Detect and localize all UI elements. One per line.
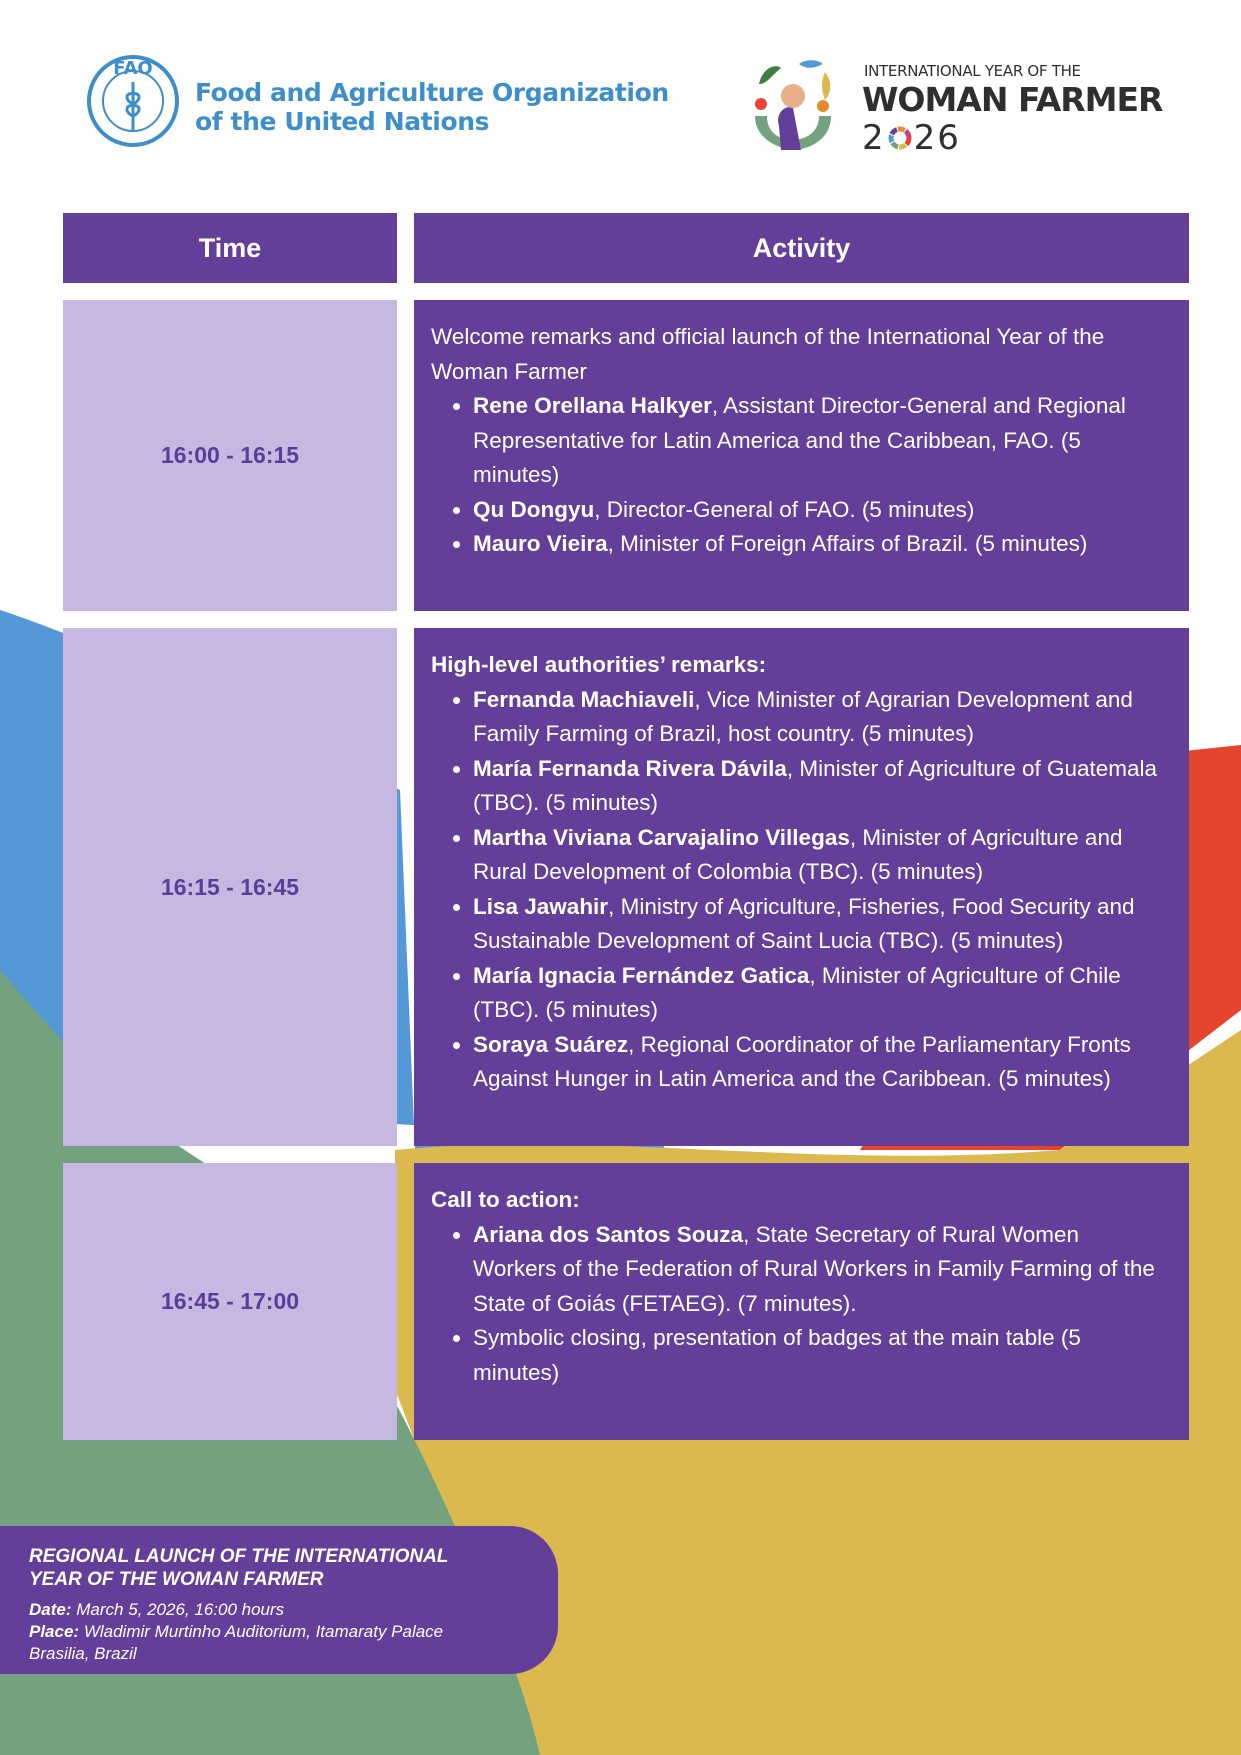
- speaker-role: , Minister of Agriculture of Guatemala (TBC). (5 minutes): [473, 755, 1158, 815]
- speaker-name: Qu Dongyu: [473, 496, 595, 522]
- fao-letter-a: FAO: [113, 58, 153, 79]
- event-date: [29, 1599, 538, 1621]
- fao-name-line1: Food and Agriculture Organization: [195, 78, 669, 107]
- place-label: Place:: [29, 1622, 80, 1641]
- row-3-activity: [414, 1163, 1189, 1440]
- event-title: [29, 1545, 538, 1591]
- row-3-list: [431, 1218, 1167, 1391]
- list-item: [473, 389, 1167, 493]
- iywf-year: [862, 118, 961, 158]
- woman-farmer-logo-icon: [745, 54, 841, 154]
- list-item: [473, 493, 1167, 528]
- event-place: [29, 1621, 538, 1643]
- place-value: Wladimir Murtinho Auditorium, Itamaraty Palace: [79, 1622, 444, 1641]
- list-item: [473, 1218, 1167, 1322]
- speaker-role: , Regional Coordinator of the Parliamentary Fronts Against Hunger in Latin America and the Caribbean. (5 minutes): [473, 1031, 1131, 1091]
- fao-name-line2: of the United Nations: [195, 107, 490, 136]
- iywf-small-text: INTERNATIONAL YEAR OF THE: [864, 62, 1081, 80]
- fao-name: [195, 78, 669, 136]
- date-value: March 5, 2026, 16:00 hours: [71, 1600, 285, 1619]
- sdg-wheel-icon: [888, 126, 912, 150]
- speaker-name: María Ignacia Fernández Gatica: [473, 962, 810, 988]
- speaker-role: , Director-General of FAO. (5 minutes): [594, 496, 975, 522]
- speaker-role: , State Secretary of Rural Women Workers of the Federation of Rural Workers in Family Farming of the State of Goiás (FETAEG). (7 minutes).: [473, 1221, 1155, 1316]
- speaker-role: , Minister of Agriculture of Chile (TBC). (5 minutes): [473, 962, 1121, 1022]
- list-item: [473, 821, 1167, 890]
- row-2-list: [431, 683, 1167, 1097]
- speaker-name: Rene Orellana Halkyer: [473, 393, 712, 418]
- list-item: [473, 683, 1167, 752]
- header: [0, 0, 1241, 200]
- row-1-list: [431, 389, 1167, 562]
- list-item: [473, 752, 1167, 821]
- speaker-name: Martha Viviana Carvajalino Villegas: [473, 824, 850, 850]
- event-place-line2: Brasilia, Brazil: [29, 1644, 137, 1663]
- event-title-line1: REGIONAL LAUNCH OF THE INTERNATIONAL: [29, 1546, 449, 1567]
- header-time: Time: [63, 213, 397, 283]
- event-info-card: [0, 1526, 558, 1674]
- speaker-name: Soraya Suárez: [473, 1031, 629, 1057]
- list-item: [473, 959, 1167, 1028]
- speaker-name: Fernanda Machiaveli: [473, 686, 695, 712]
- row-1-intro: Welcome remarks and official launch of the International Year of the Woman Farmer: [431, 324, 1105, 384]
- speaker-role: , Assistant Director-General and Regional Representative for Latin America and the Caribbean, FAO. (5 minutes): [473, 393, 1126, 487]
- header-activity: Activity: [414, 213, 1189, 283]
- row-2-intro: High-level authorities’ remarks:: [431, 652, 767, 677]
- event-title-line2: YEAR OF THE WOMAN FARMER: [29, 1569, 324, 1590]
- speaker-name: Mauro Vieira: [473, 531, 608, 556]
- speaker-role: , Vice Minister of Agrarian Development and Family Farming of Brazil, host country. (5 minutes): [473, 686, 1133, 746]
- row-3-intro: Call to action:: [431, 1187, 580, 1212]
- speaker-name: Lisa Jawahir: [473, 893, 609, 919]
- list-item: [473, 890, 1167, 959]
- row-3-time: 16:45 - 17:00: [63, 1163, 397, 1440]
- row-1-activity: [414, 300, 1189, 611]
- date-label: Date:: [29, 1600, 72, 1619]
- list-item: [473, 527, 1167, 562]
- iywf-big-text: WOMAN FARMER: [862, 80, 1163, 119]
- speaker-role: , Ministry of Agriculture, Fisheries, Food Security and Sustainable Development of Saint Lucia (TBC). (5 minutes): [473, 893, 1135, 953]
- iywf-year-digit: 2: [862, 118, 886, 158]
- fao-logo-icon: [86, 54, 180, 148]
- row-2-activity: [414, 628, 1189, 1146]
- iywf-year-digits: 26: [913, 118, 961, 158]
- speaker-role: , Minister of Agriculture and Rural Development of Colombia (TBC). (5 minutes): [473, 824, 1123, 884]
- list-item: [473, 1321, 1167, 1390]
- speaker-name: María Fernanda Rivera Dávila: [473, 755, 787, 781]
- closing-text: Symbolic closing, presentation of badges at the main table (5 minutes): [473, 1325, 1081, 1385]
- row-2-time: 16:15 - 16:45: [63, 628, 397, 1146]
- speaker-role: , Minister of Foreign Affairs of Brazil. (5 minutes): [607, 531, 1088, 556]
- row-1-time: 16:00 - 16:15: [63, 300, 397, 611]
- list-item: [473, 1028, 1167, 1097]
- speaker-name: Ariana dos Santos Souza: [473, 1221, 744, 1247]
